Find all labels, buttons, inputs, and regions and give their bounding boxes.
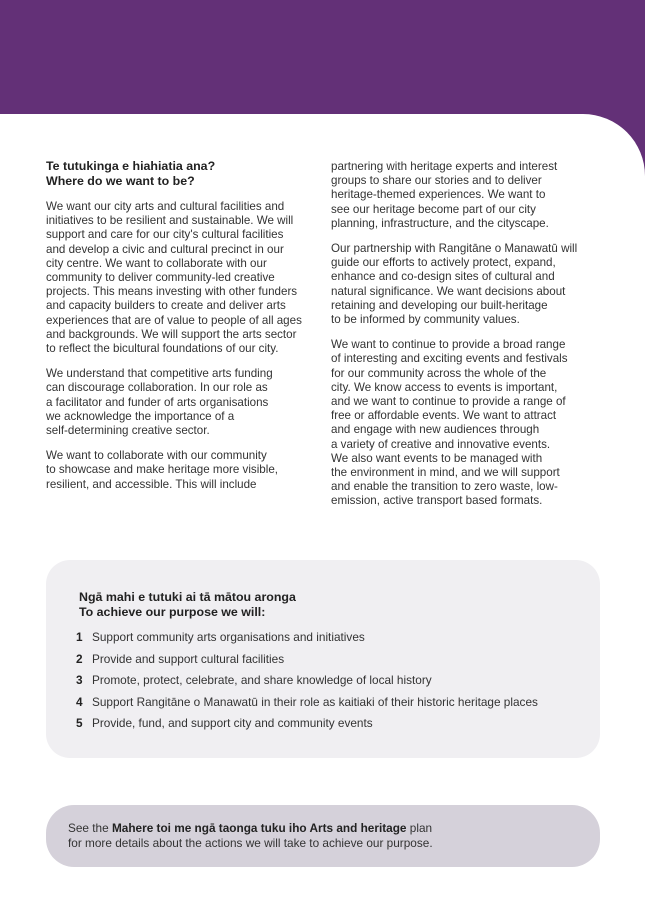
item-text: Support community arts organisations and initiatives (92, 630, 365, 644)
item-number: 5 (76, 716, 83, 730)
paragraph-heritage-continued: partnering with heritage experts and interest groups to share our stories and to deliver heritage-themed experiences. We want to see our heritage become part of our city planning, infrastructure, and the cityscape. (331, 160, 558, 230)
item-text: Promote, protect, celebrate, and share knowledge of local history (92, 673, 432, 687)
see-more-suffix: plan (406, 821, 433, 835)
purpose-item (76, 652, 538, 674)
purpose-item (76, 716, 538, 738)
heading-english: Where do we want to be? (46, 174, 195, 188)
purpose-list (76, 630, 538, 738)
purpose-heading (79, 590, 296, 620)
item-number: 3 (76, 673, 83, 687)
item-text: Provide and support cultural facilities (92, 651, 285, 666)
see-more-text (68, 821, 433, 851)
heading-maori: Te tutukinga e hiahiatia ana? (46, 159, 216, 173)
purpose-heading-maori: Ngā mahi e tutuki ai tā mātou aronga (79, 590, 296, 604)
item-number: 4 (76, 694, 83, 709)
paragraph-events: We want to continue to provide a broad range of interesting and exciting events and festivals for our community across the whole of the city. We know access to events is important, and we want to continue to provide a range of free or affordable events. We want to attract and engage with new audiences through a variety of creative and innovative events. We also want events to be managed with the environment in mind, and we will support and enable the transition to zero waste, low- emission, active transport based formats. (331, 338, 568, 508)
paragraph-partnership: Our partnership with Rangitāne o Manawatū will guide our efforts to actively protect, expand, enhance and co-design sites of cultural and natural significance. We want decisions about retaining and developing our built-heritage to be informed by community values. (331, 242, 578, 327)
item-text: Support Rangitāne o Manawatū in their role as kaitiaki of their historic heritage places (92, 694, 538, 709)
item-number: 1 (76, 630, 83, 644)
purpose-panel (46, 560, 600, 758)
purpose-item (76, 630, 538, 652)
plan-name: Mahere toi me ngā taonga tuku iho Arts and heritage (111, 821, 407, 835)
purpose-item (76, 695, 538, 717)
section-heading (46, 159, 318, 189)
paragraph-heritage-start: We want to collaborate with our community to showcase and make heritage more visible, resilient, and accessible. This will include (46, 449, 278, 491)
item-number: 2 (76, 651, 83, 666)
item-text: Provide, fund, and support city and community events (92, 716, 373, 730)
right-column (331, 160, 593, 520)
see-more-prefix: See the (68, 821, 112, 835)
left-column (46, 159, 318, 503)
see-more-line2: for more details about the actions we will take to achieve our purpose. (68, 836, 433, 850)
paragraph-arts-facilities: We want our city arts and cultural facilities and initiatives to be resilient and sustainable. We will support and care for our city's cultural facilities and develop a civic and cultural precinct in our city centre. We want to collaborate with our community to deliver community-led creative projects. This means investing with other funders and capacity builders to create and deliver arts experiences that are of value to people of all ages and backgrounds. We will support the arts sector to reflect the bicultural foundations of our city. (46, 200, 302, 356)
purpose-item (76, 673, 538, 695)
see-more-panel (46, 805, 600, 867)
paragraph-arts-funding: We understand that competitive arts funding can discourage collaboration. In our role as a facilitator and funder of arts organisations we acknowledge the importance of a self-determining creative sector. (46, 367, 273, 438)
purpose-heading-english: To achieve our purpose we will: (79, 605, 266, 619)
